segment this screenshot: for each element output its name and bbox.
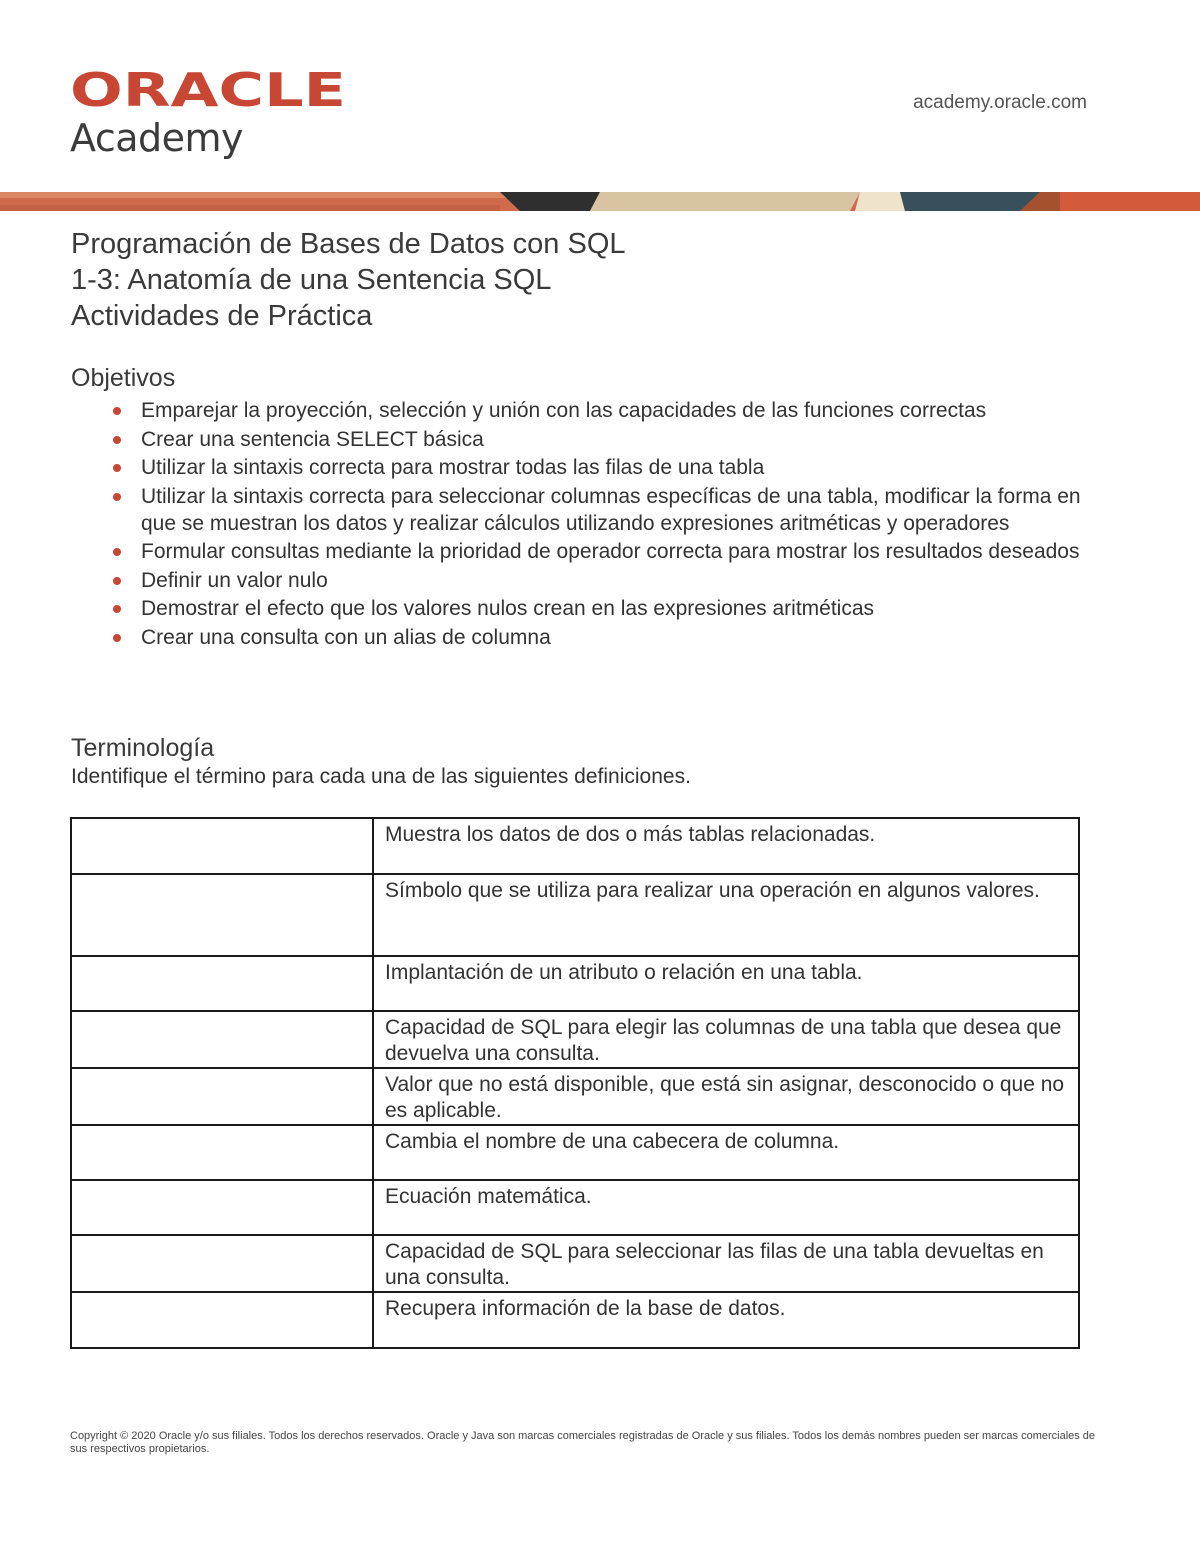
objective-item [71,595,1111,622]
term-answer-cell[interactable] [71,1068,373,1125]
objectives-list [71,397,1111,652]
definition-cell: Ecuación matemática. [373,1180,1079,1235]
objective-item [71,483,1111,537]
course-title: Programación de Bases de Datos con SQL [71,228,626,260]
objective-text: Utilizar la sintaxis correcta para mostrar todas las filas de una tabla [141,456,765,479]
definition-cell: Capacidad de SQL para seleccionar las filas de una tabla devueltas en una consulta. [373,1235,1079,1292]
oracle-logo-text: ORACLE [70,66,346,110]
term-answer-cell[interactable] [71,1292,373,1348]
bullet-icon [113,548,121,556]
definition-cell: Capacidad de SQL para elegir las columnas de una tabla que desea que devuelva una consulta. [373,1011,1079,1068]
table-row [71,1235,1079,1292]
objective-text: Demostrar el efecto que los valores nulos crean en las expresiones aritméticas [141,597,875,620]
term-answer-cell[interactable] [71,818,373,874]
objective-text: Crear una sentencia SELECT básica [141,427,484,451]
definition-cell: Muestra los datos de dos o más tablas relacionadas. [373,818,1079,874]
term-answer-cell[interactable] [71,874,373,956]
definition-cell: Símbolo que se utiliza para realizar una operación en algunos valores. [373,874,1079,956]
term-answer-cell[interactable] [71,1180,373,1235]
term-answer-cell[interactable] [71,1125,373,1180]
objective-text: Utilizar la sintaxis correcta para seleccionar columnas específicas de una tabla, modificar la forma en que se muestran los datos y realizar cálculos utilizando expresiones aritméticas y operadores [141,484,1081,535]
decorative-banner [0,192,1200,211]
bullet-icon [113,634,121,642]
objectives-heading: Objetivos [71,364,176,392]
definition-cell: Valor que no está disponible, que está sin asignar, desconocido o que no es aplicable. [373,1068,1079,1125]
table-row [71,1068,1079,1125]
copyright-footer: Copyright © 2020 Oracle y/o sus filiales. Todos los derechos reservados. Oracle y Java son marcas comerciales registradas de Oracle y sus filiales. Todos los demás nombres pueden ser marcas comerciales de sus respectivos propietarios. [70,1430,1096,1455]
table-row [71,1011,1079,1068]
objective-item [71,624,1111,651]
definition-cell: Cambia el nombre de una cabecera de columna. [373,1125,1079,1180]
document-titles [71,226,626,334]
bullet-icon [113,407,121,415]
bullet-icon [113,493,121,501]
term-answer-cell[interactable] [71,956,373,1011]
terminology-table [70,817,1080,1349]
lesson-title: 1-3: Anatomía de una Sentencia SQL [71,264,552,296]
objective-text: Emparejar la proyección, selección y unión con las capacidades de las funciones correctas [141,399,987,422]
objective-item [71,426,1111,453]
activity-title: Actividades de Práctica [71,300,373,332]
objective-text: Definir un valor nulo [141,568,328,592]
definition-cell: Implantación de un atributo o relación en una tabla. [373,956,1079,1011]
terminology-intro: Identifique el término para cada una de las siguientes definiciones. [71,765,691,788]
table-row [71,1125,1079,1180]
oracle-logo-wordmark [70,66,350,110]
definition-cell: Recupera información de la base de datos. [373,1292,1079,1348]
objective-text: Formular consultas mediante la prioridad de operador correcta para mostrar los resultados deseados [141,540,1080,563]
bullet-icon [113,577,121,585]
academy-logo-text: Academy [70,116,244,160]
term-answer-cell[interactable] [71,1011,373,1068]
oracle-logo [70,66,350,115]
table-row [71,818,1079,874]
table-row [71,1292,1079,1348]
bullet-icon [113,436,121,444]
table-row [71,1180,1079,1235]
objective-item [71,567,1111,594]
table-row [71,874,1079,956]
bullet-icon [113,605,121,613]
term-answer-cell[interactable] [71,1235,373,1292]
objective-text: Crear una consulta con un alias de columna [141,625,551,649]
objective-item [71,454,1111,481]
objective-item [71,538,1111,565]
site-url: academy.oracle.com [913,92,1087,113]
table-row [71,956,1079,1011]
terminology-heading: Terminología [71,734,215,762]
objective-item [71,397,1111,424]
bullet-icon [113,464,121,472]
